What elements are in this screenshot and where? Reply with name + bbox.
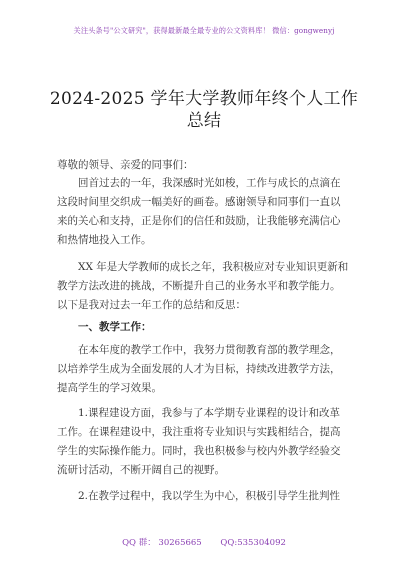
section-heading: 一、教学工作：: [78, 321, 152, 333]
paragraph-line: 1.课程建设方面，我参与了本学期专业课程的设计和改革: [78, 407, 341, 419]
paragraph-line: 2.在教学过程中，我以学生为中心，积极引导学生批判性: [78, 490, 341, 502]
paragraph-line: 工作。在课程建设中，我注重将专业知识与实践相结合，提高: [57, 426, 341, 438]
paragraph-line: 回首过去的一年，我深感时光如梭，工作与成长的点滴在: [78, 177, 341, 189]
paragraph-line: 学生的实际操作能力。同时，我也积极参与校内外教学经验交: [57, 445, 341, 457]
paragraph-line: 提高学生的学习效果。: [57, 382, 162, 394]
salutation: 尊敬的领导、亲爱的同事们：: [57, 159, 194, 171]
qq-label: QQ:535304092: [220, 538, 286, 548]
qq-group-label: QQ 群： 30265665: [122, 538, 202, 548]
paragraph-line: 以培养学生成为全面发展的人才为目标，持续改进教学方法，: [57, 363, 341, 375]
paragraph-line: 教学方法改进的挑战，不断提升自己的业务水平和教学能力。: [57, 280, 341, 292]
paragraph-line: 流研讨活动，不断开阔自己的视野。: [57, 464, 225, 476]
paragraph-line: 来的关心和支持，正是你们的信任和鼓励，让我能够充满信心: [57, 215, 341, 227]
paragraph-line: XX 年是大学教师的成长之年，我积极应对专业知识更新和: [78, 261, 349, 273]
paragraph-line: 在本年度的教学工作中，我努力贯彻教育部的教学理念，: [78, 344, 341, 356]
document-title-line-1: 2024-2025 学年大学教师年终个人工作: [49, 89, 359, 109]
header-banner: 关注头条号"公文研究"，获得最新最全最专业的公文资料库！ 微信：gongwenyj: [73, 26, 335, 35]
paragraph-line: 这段时间里交织成一幅美好的画卷。感谢领导和同事们一直以: [57, 196, 341, 208]
paragraph-line: 以下是我对过去一年工作的总结和反思：: [57, 299, 246, 311]
paragraph-line: 和热情地投入工作。: [57, 234, 152, 246]
footer-contact: [0, 536, 408, 548]
document-title-line-2: 总结: [186, 111, 222, 131]
